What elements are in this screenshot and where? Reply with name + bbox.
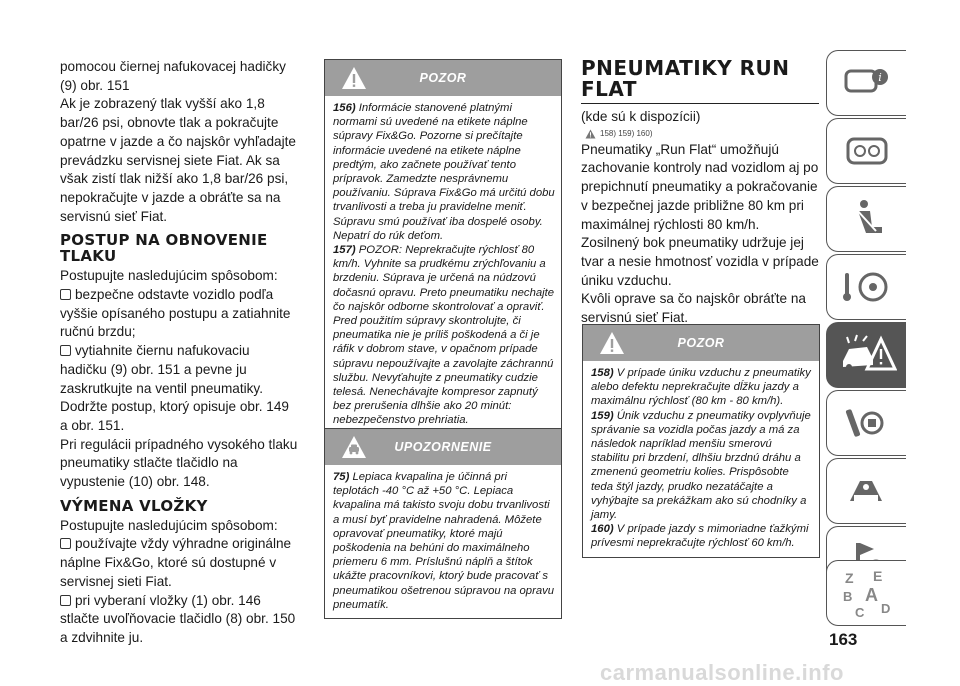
warning-box-pozor-2: [582, 324, 820, 558]
page-number: 163: [829, 630, 858, 649]
note-number: 156): [333, 102, 356, 114]
svg-text:D: D: [880, 601, 890, 616]
tab-driving[interactable]: [826, 254, 906, 320]
paragraph-repair: Kvôli oprave sa čo najskôr obráťte na servisnú sieť Fiat.: [581, 291, 806, 326]
note-number: 158): [591, 367, 614, 379]
caution-box-header: [325, 429, 561, 465]
caution-box-title: UPOZORNENIE: [394, 440, 492, 454]
tab-emergency[interactable]: [826, 322, 906, 388]
note-text: Lepiaca kvapalina je účinná pri teplotách -40 °C až +50 °C. Lepiaca kvapalina má takisto svoju dobu trvanlivosti a musí byť pravidelne nahradená. Môžete opravovať pneumatiky, ktoré majú poškodenia na behúni do maximálneho priemeru 6 mm. Príslušnú náplň a štítok ukážte pracovníkovi, ktorý bude pracovať s pneumatikou ošetrenou súpravou na opravu pneumatík.: [333, 471, 555, 611]
svg-text:E: E: [872, 568, 882, 584]
car-caution-icon: [341, 435, 367, 459]
note-158: [591, 366, 813, 409]
note-number: 159): [591, 409, 614, 422]
paragraph-run-flat: Pneumatiky „Run Flat“ umožňujú zachovanie kontroly nad vozidlom aj po prepichnutí pneumatiky a pokračovanie v bezpečnej jazde približne 80 km pri maximálnej rýchlosti 80 km/h.: [581, 141, 819, 232]
tab-index[interactable]: [826, 560, 906, 626]
note-159: [591, 409, 813, 523]
warning-triangle-icon: [585, 129, 596, 139]
steering-ignition-icon: [839, 267, 895, 307]
column-left: [60, 58, 298, 648]
specs-icon: [842, 469, 892, 513]
bullet-icon: [60, 595, 71, 606]
note-156: [333, 101, 555, 243]
warning-box-title: POZOR: [419, 71, 467, 85]
warning-box-body: [583, 361, 819, 557]
seat-safety-icon: [842, 197, 892, 241]
bullet-text: bezpečne odstavte vozidlo podľa vyššie opísaného postupu a zatiahnite ručnú brzdu;: [60, 287, 291, 340]
tab-specs[interactable]: [826, 458, 906, 524]
note-number: 160): [591, 523, 614, 536]
note-75: [333, 470, 555, 612]
paragraph-pressure: Ak je zobrazený tlak vyšší ako 1,8 bar/26 psi, obnovte tlak a pokračujte opatrne v jazde a čo najskôr vyhľadajte prevádzku servisnej siete Fiat. Ak sa však zistí tlak nižší ako 1,8 bar/26 psi, nepokračujte v jazde a obráťte sa na servisnú sieť Fiat.: [60, 96, 296, 224]
warning-refs: [585, 129, 819, 139]
index-icon: [837, 565, 897, 621]
warning-triangle-icon: [599, 331, 625, 355]
svg-text:A: A: [864, 585, 878, 605]
note-157: [333, 243, 555, 428]
tab-car-info[interactable]: [826, 50, 906, 116]
warning-triangle-icon: [341, 66, 367, 90]
warning-box-pozor: [324, 59, 562, 435]
bullet-item: [60, 342, 298, 436]
heading-rule: [581, 103, 819, 104]
note-160: [591, 522, 813, 550]
heading-run-flat: PNEUMATIKY RUN FLAT: [581, 56, 790, 101]
car-info-icon: [842, 63, 892, 103]
bullet-icon: [60, 538, 71, 549]
note-text: V prípade jazdy s mimoriadne ťažkými prívesmi neprekračujte rýchlosť 60 km/h.: [591, 523, 809, 550]
service-tools-icon: [842, 401, 892, 445]
bullet-text: vytiahnite čiernu nafukovaciu hadičku (9) obr. 151 a pevne ju zaskrutkujte na ventil pneumatiky. Dodržte postup, ktorý opisuje obr. 149 a obr. 151.: [60, 343, 289, 433]
note-number: 157): [333, 244, 356, 257]
dashboard-icon: [842, 131, 892, 171]
paragraph-proceed: Postupujte nasledujúcim spôsobom:: [60, 517, 278, 533]
note-text: Informácie stanovené platnými normami sú uvedené na etikete náplne súpravy Fix&Go. Pozorne si prečítajte informácie uvedené na etikete náplne predtým, ako začnete používať tento prípravok. Zamedzte nesprávnemu používaniu. Súprava Fix&Go má určitú dobu trvanlivosti a treba ju pravidelne meniť. Súpravu smú používať iba dospelé osoby. Nepatrí do rúk deťom.: [333, 102, 555, 242]
svg-text:C: C: [854, 605, 864, 620]
warning-box-header: [325, 60, 561, 96]
paragraph-reinforced: Zosilnený bok pneumatiky udržuje jej tvar a nesie hmotnosť vozidla v prípade úniku vzduchu.: [581, 235, 819, 288]
column-right: [581, 58, 819, 328]
heading-restore-pressure: POSTUP NA OBNOVENIE TLAKU: [60, 231, 268, 266]
paragraph-proceed: Postupujte nasledujúcim spôsobom:: [60, 268, 278, 284]
bullet-item: [60, 535, 298, 591]
svg-text:i: i: [877, 71, 882, 84]
bullet-item: [60, 592, 298, 648]
warning-box-header: [583, 325, 819, 361]
bullet-text: pri vyberaní vložky (1) obr. 146 stlačte uvoľňovacie tlačidlo (8) obr. 150 a zdvihnite ju.: [60, 592, 296, 645]
caution-box-upozornenie: [324, 428, 562, 619]
note-number: 75): [333, 471, 350, 483]
note-text: POZOR: Neprekračujte rýchlosť 80 km/h. Vyhnite sa prudkému zrýchľovaniu a brzdeniu. Súprava je určená na núdzovú dočasnú opravu. Preto pneumatiku nechajte čo najskôr odborne skontrolovať a opraviť. Pred použitím súpravy skontrolujte, či pneumatika nie je príliš poškodená a či je ráfik v dobrom stave, v opačnom prípade súpravu nepoužívajte a zavolajte záchrannú službu. Nevyťahujte z pneumatiky cudzie telesá. Nenechávajte kompresor zapnutý bez prerušenia dlhšie ako 20 minút: nebezpečenstvo prehriatia.: [333, 244, 555, 427]
svg-text:B: B: [842, 589, 852, 604]
paragraph-availability: (kde sú k dispozícii): [581, 109, 701, 124]
tab-safety[interactable]: [826, 186, 906, 252]
note-text: Únik vzduchu z pneumatiky ovplyvňuje správanie sa vozidla počas jazdy a má za následok napríklad menšiu smerovú stabilitu pri brzdení, dlhšiu brzdnú dráhu a zmenenú geometriu kolies. Prispôsobte teda štýl jazdy, prudko nezatáčajte a vyhýbajte sa prekážkam ako sú chodníky a jamy.: [591, 409, 811, 522]
warning-box-title: POZOR: [677, 336, 725, 350]
heading-replace-cartridge: VÝMENA VLOŽKY: [60, 496, 208, 515]
tab-service[interactable]: [826, 390, 906, 456]
paragraph-regulate: Pri regulácii prípadného vysokého tlaku pneumatiky stlačte tlačidlo na vypustenie (10) obr. 148.: [60, 436, 298, 490]
emergency-icon: [837, 333, 897, 377]
warning-refs-text: 158) 159) 160): [600, 129, 653, 139]
bullet-icon: [60, 345, 71, 356]
footer-watermark: carmanualsonline.info: [600, 660, 844, 685]
bullet-icon: [60, 289, 71, 300]
bullet-text: používajte vždy výhradne originálne náplne Fix&Go, ktoré sú dostupné v servisnej sieti Fiat.: [60, 536, 292, 589]
paragraph-intro: pomocou čiernej nafukovacej hadičky (9) obr. 151: [60, 59, 286, 93]
svg-text:Z: Z: [844, 570, 854, 586]
tab-dashboard[interactable]: [826, 118, 906, 184]
caution-box-body: [325, 465, 561, 618]
note-text: V prípade úniku vzduchu z pneumatiky alebo defektu neprekračujte dĺžku jazdy a maximálnu rýchlosť (80 km - 80 km/h).: [591, 367, 811, 408]
bullet-item: [60, 286, 298, 342]
warning-box-body: [325, 96, 561, 434]
